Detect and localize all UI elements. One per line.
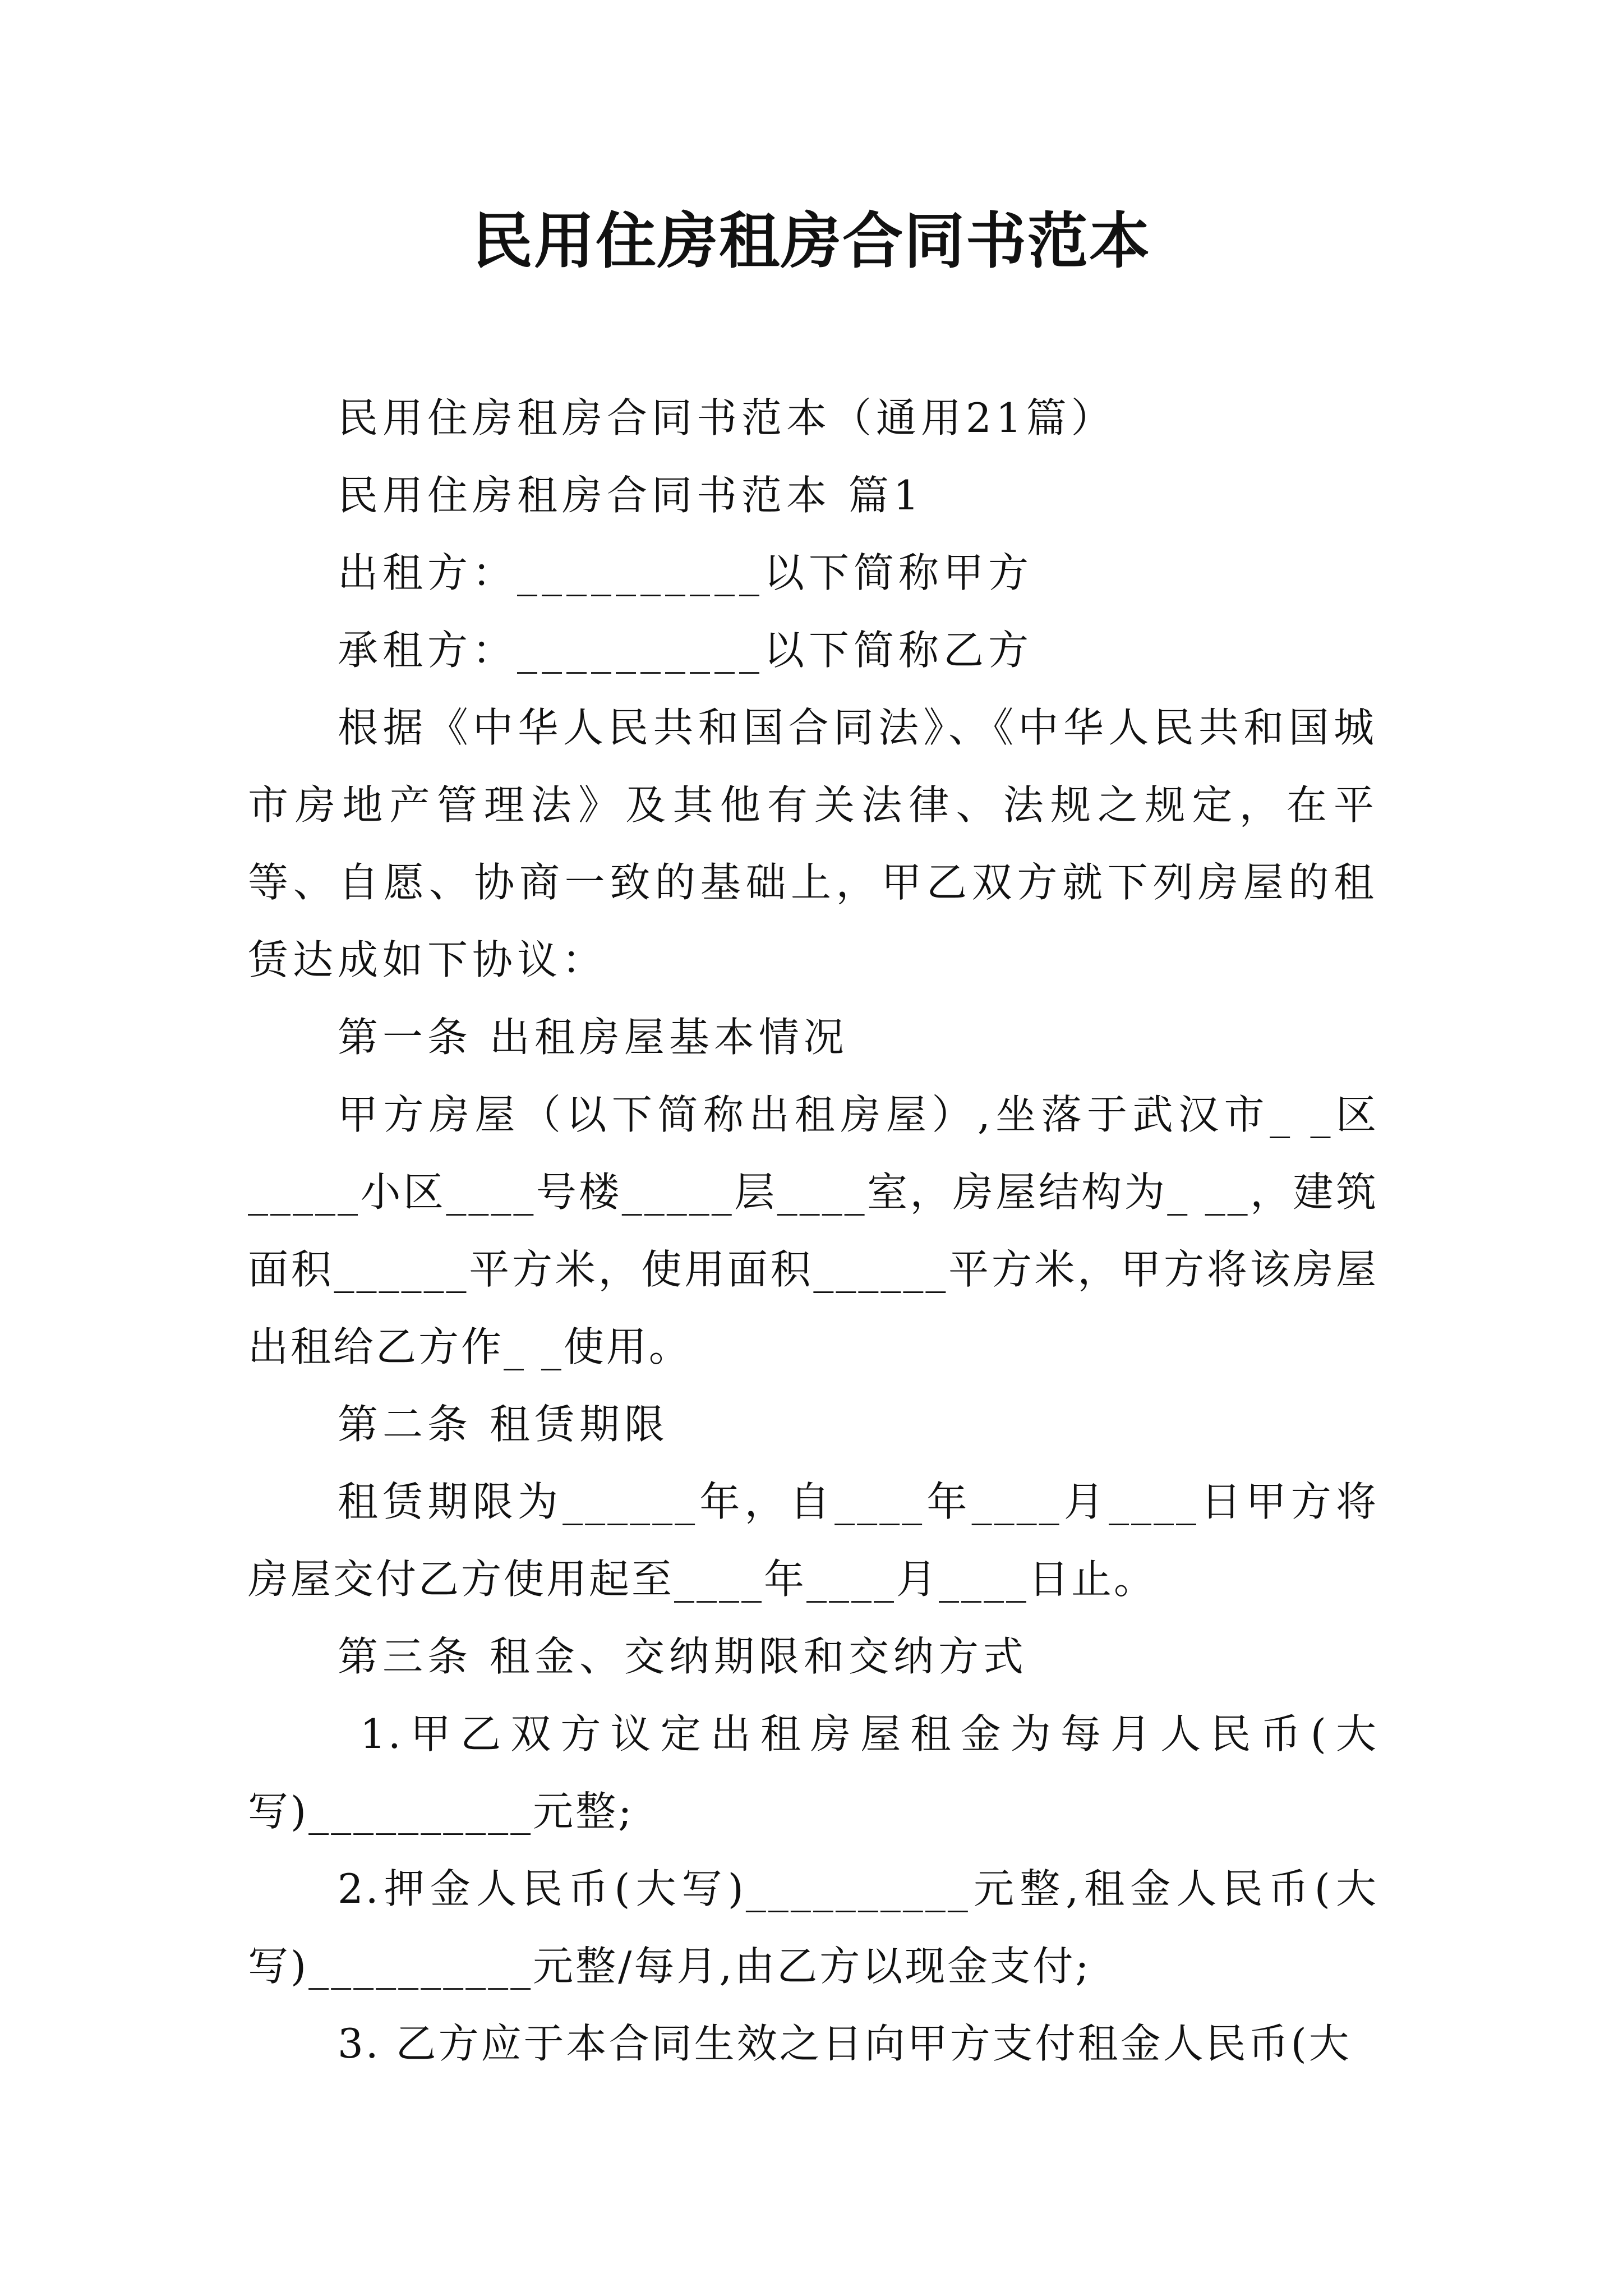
article-2-body: 租赁期限为______年，自____年____月____日甲方将房屋交付乙方使用起至____年____月____日止。 bbox=[248, 1478, 1378, 1603]
section-heading: 民用住房租房合同书范本 篇1 bbox=[338, 472, 924, 519]
article-3-item-1: 1.甲乙双方议定出租房屋租金为每月人民币(大写)__________元整; bbox=[248, 1710, 1378, 1835]
article-1-heading: 第一条 出租房屋基本情况 bbox=[338, 1014, 849, 1061]
lessee-line: 承租方：__________以下简称乙方 bbox=[338, 627, 1034, 674]
article-3-item-3: 3. 乙方应于本合同生效之日向甲方支付租金人民币(大 bbox=[338, 2020, 1352, 2067]
subtitle-paragraph: 民用住房租房合同书范本（通用21篇） bbox=[338, 394, 1116, 441]
article-1-body: 甲方房屋（以下简称出租房屋）,坐落于武汉市_ _区_____小区____号楼_____层____室，房屋结构为_ __，建筑面积______平方米，使用面积______平方米，甲方将该房屋出租给乙方作_ _使用。 bbox=[248, 1091, 1378, 1370]
article-2-heading: 第二条 租赁期限 bbox=[338, 1401, 669, 1448]
document-title: 民用住房租房合同书范本 bbox=[472, 206, 1151, 277]
article-3-heading: 第三条 租金、交纳期限和交纳方式 bbox=[338, 1633, 1028, 1680]
preamble-paragraph: 根据《中华人民共和国合同法》、《中华人民共和国城市房地产管理法》及其他有关法律、法规之规定，在平等、自愿、协商一致的基础上，甲乙双方就下列房屋的租赁达成如下协议： bbox=[248, 704, 1378, 983]
lessor-line: 出租方：__________以下简称甲方 bbox=[338, 549, 1034, 596]
document-body bbox=[248, 379, 1378, 2082]
article-3-item-2: 2.押金人民币(大写)__________元整,租金人民币(大写)__________元整/每月,由乙方以现金支付; bbox=[248, 1865, 1378, 1990]
